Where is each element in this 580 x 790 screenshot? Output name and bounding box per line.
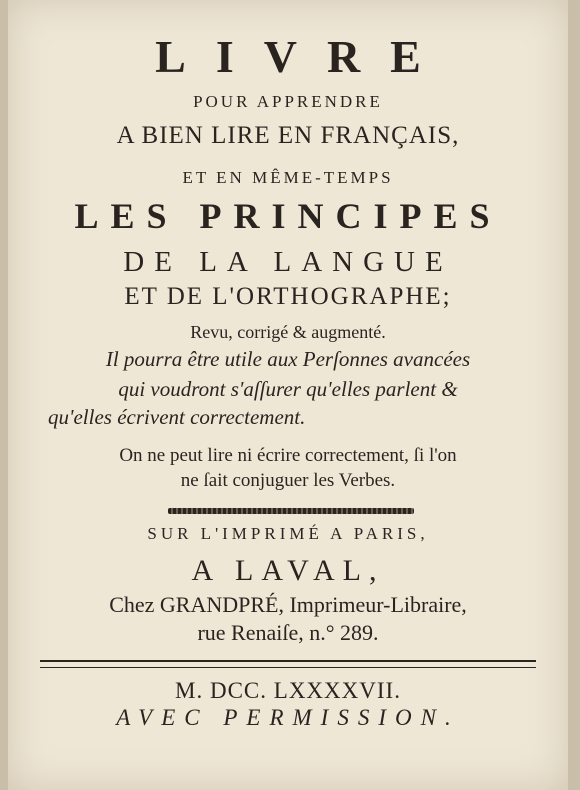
- epigraph-line-1: On ne peut lire ni écrire correctement, ſi l'on: [119, 445, 457, 466]
- description-line-3: qu'elles écrivent correctement.: [48, 405, 306, 429]
- description-line-2: qui voudront s'aſſurer qu'elles parlent &: [118, 377, 458, 401]
- title-orthographe: ET DE L'ORTHOGRAPHE;: [124, 283, 452, 310]
- imprint-city: A LAVAL,: [191, 554, 385, 587]
- permission-note: AVEC PERMISSION.: [116, 705, 460, 730]
- edition-note: Revu, corrigé & augmenté.: [190, 322, 386, 342]
- imprint-source: SUR L'IMPRIMÉ A PARIS,: [147, 524, 429, 543]
- description-line-1: Il pourra être utile aux Perſonnes avancées: [105, 347, 471, 371]
- book-title-livre: LIVRE: [155, 31, 451, 82]
- imprint-address: rue Renaiſe, n.° 289.: [197, 620, 379, 645]
- subtitle-bien-lire: A BIEN LIRE EN FRANÇAIS,: [116, 122, 460, 149]
- publication-date: M. DCC. LXXXXVII.: [175, 678, 401, 703]
- imprint-printer: Chez GRANDPRÉ, Imprimeur-Libraire,: [109, 592, 467, 617]
- epigraph-line-2: ne ſait conjuguer les Verbes.: [180, 470, 396, 491]
- double-rule: [40, 660, 536, 668]
- title-les-principes: LES PRINCIPES: [74, 196, 502, 236]
- title-page: [8, 0, 568, 790]
- subtitle-meme-temps: ET EN MÊME-TEMPS: [182, 168, 394, 187]
- ornamental-rule: [168, 508, 414, 514]
- title-de-la-langue: DE LA LANGUE: [123, 246, 453, 278]
- subtitle-pour-apprendre: POUR APPRENDRE: [193, 92, 383, 111]
